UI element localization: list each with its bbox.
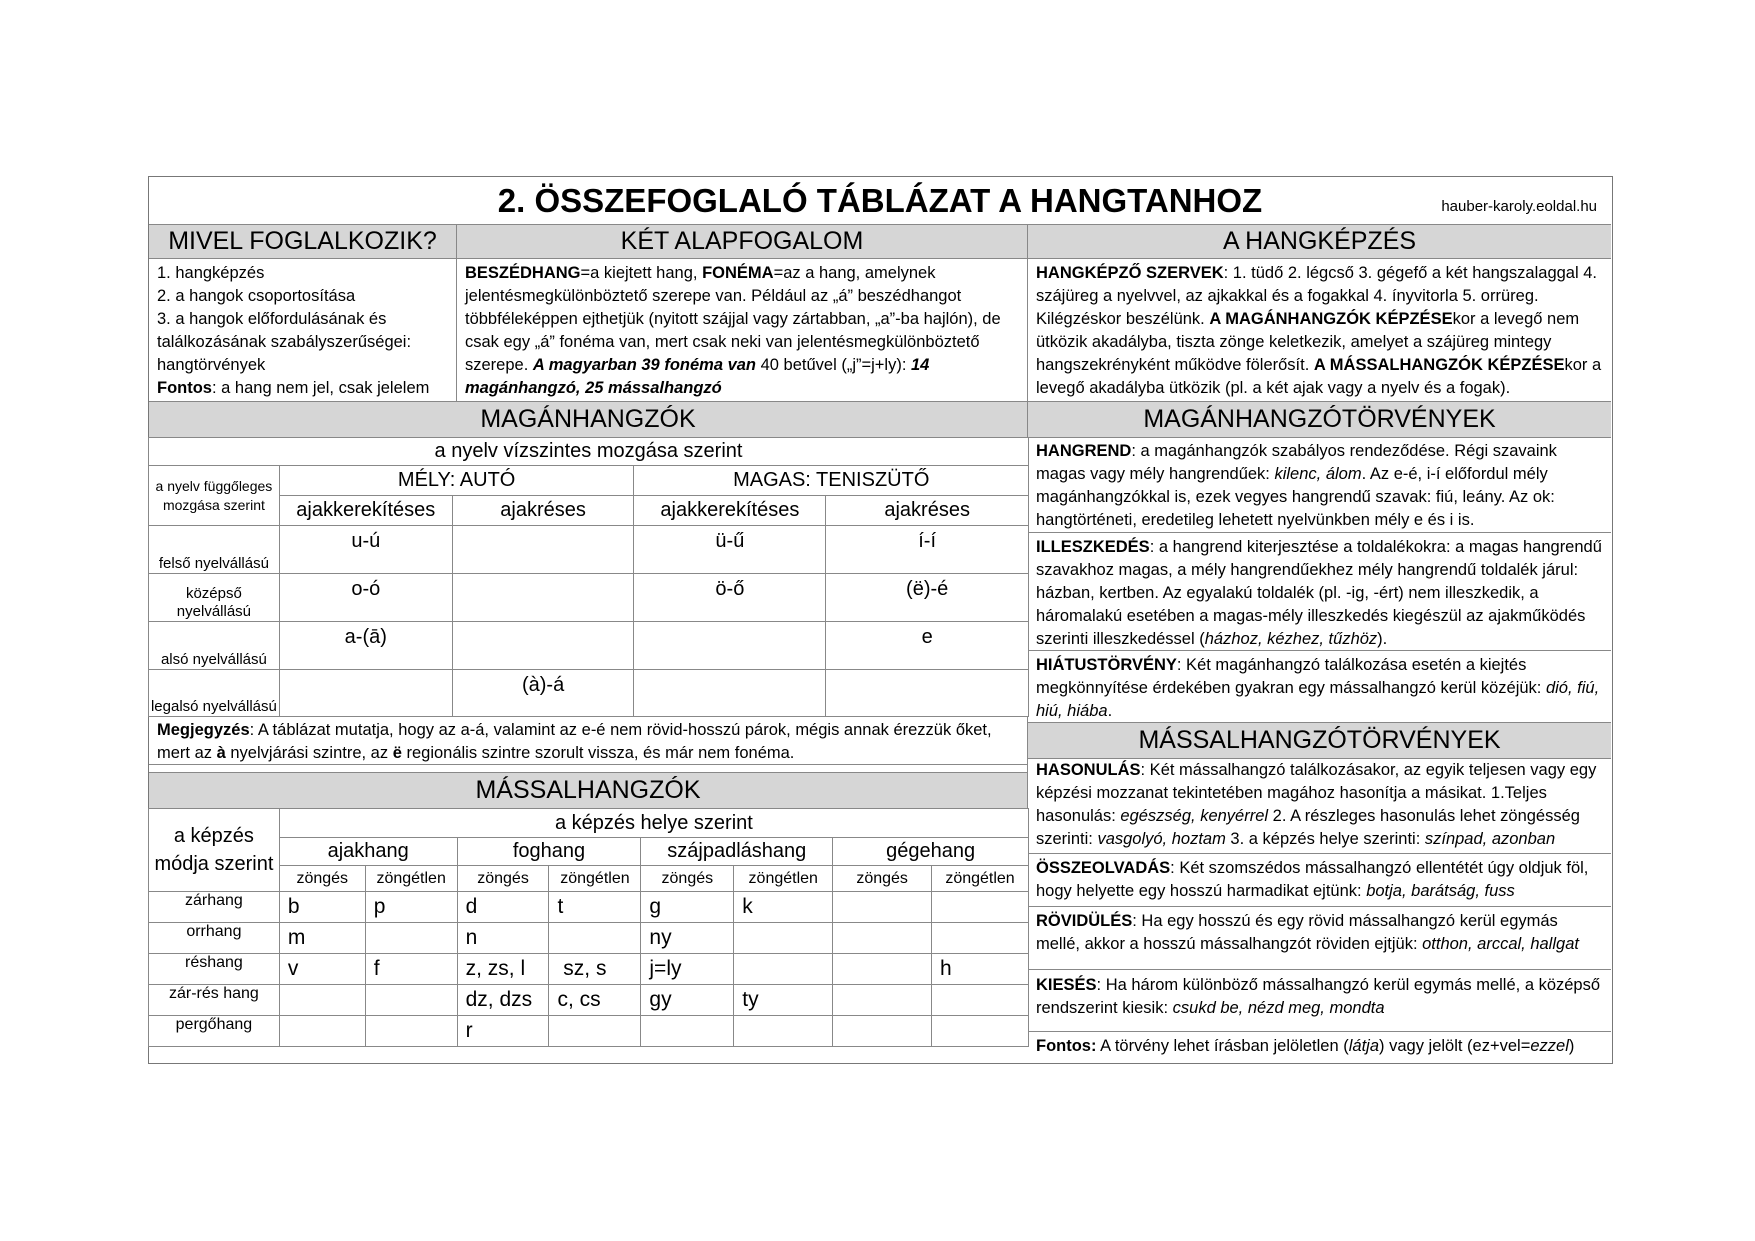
page-title: 2. ÖSSZEFOGLALÓ TÁBLÁZAT A HANGTANHOZ bbox=[497, 182, 1263, 219]
hangrend-block: HANGREND: a magánhangzók szabályos rendeződése. Régi szavaink magas vagy mély hangrendűek: kilenc, álom. Az e-é, i-í előfordul mély magánhangzókkal is, ezek vegyes hangrendű szavak: fiú, leány. Az ok: hangtörténeti, eredetileg lehetett nyelvünkben mély e és i is. bbox=[1028, 438, 1611, 533]
consonant-cell: m bbox=[279, 923, 365, 954]
consonant-cell bbox=[833, 1016, 932, 1047]
consonant-cell: r bbox=[457, 1016, 549, 1047]
vowel-cell bbox=[634, 670, 826, 717]
header-ket-alapfogalom: KÉT ALAPFOGALOM bbox=[457, 225, 1028, 259]
consonant-row-label: zárhang bbox=[149, 892, 280, 923]
consonant-row bbox=[149, 954, 1029, 985]
mivel-line: 3. a hangok előfordulásának és bbox=[157, 310, 387, 328]
vowel-cell bbox=[452, 622, 634, 670]
consonant-cell bbox=[833, 923, 932, 954]
vowel-ajakres-label: ajakréses bbox=[452, 496, 634, 526]
consonant-cell: b bbox=[279, 892, 365, 923]
vowel-table bbox=[148, 437, 1029, 717]
consonant-cell: ny bbox=[641, 923, 734, 954]
consonant-table bbox=[148, 808, 1029, 1047]
vowel-mely-label: MÉLY: AUTÓ bbox=[279, 466, 634, 496]
vowel-row-label: középső nyelvállású bbox=[149, 574, 280, 622]
consonant-cell bbox=[734, 923, 833, 954]
vowel-note: Megjegyzés: A táblázat mutatja, hogy az a-á, valamint az e-é nem rövid-hosszú párok, mégis annak érezzük őket, mert az à nyelvjárási szintre, az ë regionális szintre szorult vissza, és már nem fonéma. bbox=[149, 716, 1028, 765]
title-row bbox=[149, 177, 1611, 225]
vowel-cell: o-ó bbox=[279, 574, 452, 622]
consonant-cell bbox=[549, 1016, 641, 1047]
osszeolvadas-block: ÖSSZEOLVADÁS: Két szomszédos mássalhangzó ellentétét úgy oldjuk föl, hogy helyette egy hosszú harmadikat ejtünk: botja, barátság, fuss bbox=[1028, 854, 1611, 907]
vowel-cell bbox=[826, 670, 1029, 717]
vowel-row bbox=[149, 526, 1029, 574]
vowel-cell: (à)-á bbox=[452, 670, 634, 717]
consonant-cell: t bbox=[549, 892, 641, 923]
consonant-cell bbox=[932, 985, 1029, 1016]
consonant-row-label: réshang bbox=[149, 954, 280, 985]
consonant-cell bbox=[549, 923, 641, 954]
consonant-hely-label: a képzés helye szerint bbox=[279, 809, 1028, 838]
vowel-row-label: alsó nyelvállású bbox=[149, 622, 280, 670]
consonant-cell: p bbox=[365, 892, 457, 923]
mivel-line: találkozásának szabályszerűségei: bbox=[157, 333, 412, 351]
consonant-row bbox=[149, 892, 1029, 923]
header-maganhangzok: MAGÁNHANGZÓK bbox=[149, 402, 1028, 438]
mivel-fontos: Fontos: a hang nem jel, csak jelelem bbox=[157, 379, 430, 397]
vowel-horizontal-label: a nyelv vízszintes mozgása szerint bbox=[149, 438, 1029, 466]
consonant-cell bbox=[365, 985, 457, 1016]
fontos-block: Fontos: A törvény lehet írásban jelöletlen (látja) vagy jelölt (ez+vel=ezzel) bbox=[1036, 1037, 1575, 1055]
mivel-line: 1. hangképzés bbox=[157, 264, 265, 282]
consonant-cell bbox=[833, 985, 932, 1016]
mivel-line: hangtörvények bbox=[157, 356, 266, 374]
consonant-cell bbox=[279, 985, 365, 1016]
vowel-row bbox=[149, 574, 1029, 622]
vowel-cell: ö-ő bbox=[634, 574, 826, 622]
rovidules-block: RÖVIDÜLÉS: Ha egy hosszú és egy rövid mássalhangzó kerül egymás mellé, akkor a hosszú mássalhangzót röviden ejtjük: otthon, arccal, hallgat bbox=[1028, 907, 1611, 970]
consonant-mod-label: a képzés módja szerint bbox=[149, 809, 280, 892]
place-label: szájpadláshang bbox=[641, 838, 833, 866]
consonant-cell bbox=[932, 892, 1029, 923]
vowel-row bbox=[149, 670, 1029, 717]
illeszkedes-block: ILLESZKEDÉS: a hangrend kiterjesztése a toldalékokra: a magas hangrendű szavakhoz magas, a mély hangrendűekhez mély hangrendű toldalék járul: házban, kertben. Az egyalakú toldalék (pl. -ig, -ért) nem illeszkedik, a háromalakú esetében a magas-mély illeszkedés kiegészül az ajakműködés szerinti illeszkedéssel (házhoz, kézhez, tűzhöz). bbox=[1028, 533, 1611, 651]
vowel-magas-label: MAGAS: TENISZÜTŐ bbox=[634, 466, 1029, 496]
consonant-cell: ty bbox=[734, 985, 833, 1016]
voicing-label: zöngétlen bbox=[365, 866, 457, 892]
consonant-cell: n bbox=[457, 923, 549, 954]
consonant-cell: j=ly bbox=[641, 954, 734, 985]
summary-sheet bbox=[148, 176, 1613, 1064]
header-massalhangzok: MÁSSALHANGZÓK bbox=[149, 773, 1028, 809]
voicing-label: zöngés bbox=[279, 866, 365, 892]
vowel-cell bbox=[452, 526, 634, 574]
vowel-cell: a-(ā) bbox=[279, 622, 452, 670]
voicing-label: zöngétlen bbox=[734, 866, 833, 892]
consonant-cell bbox=[833, 892, 932, 923]
header-maganhangzotorvenyek: MAGÁNHANGZÓTÖRVÉNYEK bbox=[1028, 402, 1611, 438]
consonant-cell: c, cs bbox=[549, 985, 641, 1016]
consonant-cell: h bbox=[932, 954, 1029, 985]
consonant-cell: k bbox=[734, 892, 833, 923]
vowel-cell bbox=[634, 622, 826, 670]
header-massalhangzotorvenyek: MÁSSALHANGZÓTÖRVÉNYEK bbox=[1028, 723, 1611, 759]
consonant-cell bbox=[833, 954, 932, 985]
consonant-cell: sz, s bbox=[549, 954, 641, 985]
ket-alapfogalom-content: BESZÉDHANG=a kiejtett hang, FONÉMA=az a hang, amelynek jelentésmegkülönböztető szerepe van. Például az „á” beszédhangot többféleképpen ejthetjük (nyitott szájjal vagy zártabban, „a”-ba hajlón), de csak egy „á” fonéma van, mert csak neki van jelentésmegkülönböztető szerepe. A magyarban 39 fonéma van 40 betűvel („j”=j+ly): 14 magánhangzó, 25 mássalhangzó bbox=[457, 259, 1028, 402]
voicing-label: zöngétlen bbox=[932, 866, 1029, 892]
hasonulas-block: HASONULÁS: Két mássalhangzó találkozásakor, az egyik teljesen vagy egy képzési mozzanat tekintetében magához hasonítja a másikat. 1.Teljes hasonulás: egészség, kenyérrel 2. A részleges hasonulás lehet zöngésség szerinti: vasgolyó, hoztam 3. a képzés helye szerinti: színpad, azonban bbox=[1028, 759, 1611, 854]
voicing-label: zöngés bbox=[641, 866, 734, 892]
header-hangkepzes: A HANGKÉPZÉS bbox=[1028, 225, 1611, 259]
place-label: foghang bbox=[457, 838, 641, 866]
consonant-cell: g bbox=[641, 892, 734, 923]
consonant-row-label: pergőhang bbox=[149, 1016, 280, 1047]
consonant-row bbox=[149, 1016, 1029, 1047]
consonant-cell bbox=[734, 954, 833, 985]
vowel-ajakker-label: ajakkerekítéses bbox=[634, 496, 826, 526]
hiatus-block: HIÁTUSTÖRVÉNY: Két magánhangzó találkozása esetén a kiejtés megkönnyítése érdekében gyakran egy mássalhangzó kerül közéjük: dió, fiú, hiú, hiába. bbox=[1028, 651, 1611, 723]
vowel-row-label: felső nyelvállású bbox=[149, 526, 280, 574]
vowel-cell: (ë)-é bbox=[826, 574, 1029, 622]
vowel-ajakres-label: ajakréses bbox=[826, 496, 1029, 526]
mivel-content bbox=[149, 259, 457, 402]
spacer bbox=[149, 765, 1028, 773]
vowel-vertical-label: a nyelv függőleges mozgása szerint bbox=[149, 466, 280, 526]
consonant-cell: gy bbox=[641, 985, 734, 1016]
vowel-cell: e bbox=[826, 622, 1029, 670]
consonant-cell: dz, dzs bbox=[457, 985, 549, 1016]
consonant-cell bbox=[932, 923, 1029, 954]
consonant-row bbox=[149, 985, 1029, 1016]
hangkepzes-content: HANGKÉPZŐ SZERVEK: 1. tüdő 2. légcső 3. gégefő a két hangszalaggal 4. szájüreg a nyelvvel, az ajkakkal és a fogakkal 4. ínyvitorla 5. orrüreg. Kilégzéskor beszélünk. A MAGÁNHANGZÓK KÉPZÉSEkor a levegő nem ütközik akadályba, tiszta zönge keletkezik, amelyet a szájüreg mintegy hangszekrényként működve fölerősít. A MÁSSALHANGZÓK KÉPZÉSEkor a levegő akadályba ütközik (pl. a két ajak vagy a nyelv és a fogak). bbox=[1028, 259, 1611, 402]
vowel-cell bbox=[452, 574, 634, 622]
consonant-cell: f bbox=[365, 954, 457, 985]
consonant-cell bbox=[641, 1016, 734, 1047]
consonant-cell: z, zs, l bbox=[457, 954, 549, 985]
site-credit: hauber-karoly.eoldal.hu bbox=[1441, 198, 1597, 215]
consonant-cell bbox=[932, 1016, 1029, 1047]
consonant-cell bbox=[365, 923, 457, 954]
vowel-cell bbox=[279, 670, 452, 717]
consonant-cell: d bbox=[457, 892, 549, 923]
vowel-cell: u-ú bbox=[279, 526, 452, 574]
consonant-row bbox=[149, 923, 1029, 954]
consonant-cell bbox=[365, 1016, 457, 1047]
mivel-line: 2. a hangok csoportosítása bbox=[157, 287, 356, 305]
vowel-cell: ü-ű bbox=[634, 526, 826, 574]
consonant-cell bbox=[734, 1016, 833, 1047]
header-mivel: MIVEL FOGLALKOZIK? bbox=[149, 225, 457, 259]
vowel-ajakker-label: ajakkerekítéses bbox=[279, 496, 452, 526]
place-label: gégehang bbox=[833, 838, 1029, 866]
vowel-row-label: legalsó nyelvállású bbox=[149, 670, 280, 717]
place-label: ajakhang bbox=[279, 838, 457, 866]
voicing-label: zöngés bbox=[833, 866, 932, 892]
voicing-label: zöngétlen bbox=[549, 866, 641, 892]
vowel-row bbox=[149, 622, 1029, 670]
vowel-cell: í-í bbox=[826, 526, 1029, 574]
voicing-label: zöngés bbox=[457, 866, 549, 892]
kieses-block: KIESÉS: Ha három különböző mássalhangzó kerül egymás mellé, a középső rendszerint kiesik: csukd be, nézd meg, mondta bbox=[1028, 970, 1611, 1032]
consonant-cell bbox=[279, 1016, 365, 1047]
consonant-cell: v bbox=[279, 954, 365, 985]
consonant-row-label: zár-rés hang bbox=[149, 985, 280, 1016]
consonant-row-label: orrhang bbox=[149, 923, 280, 954]
